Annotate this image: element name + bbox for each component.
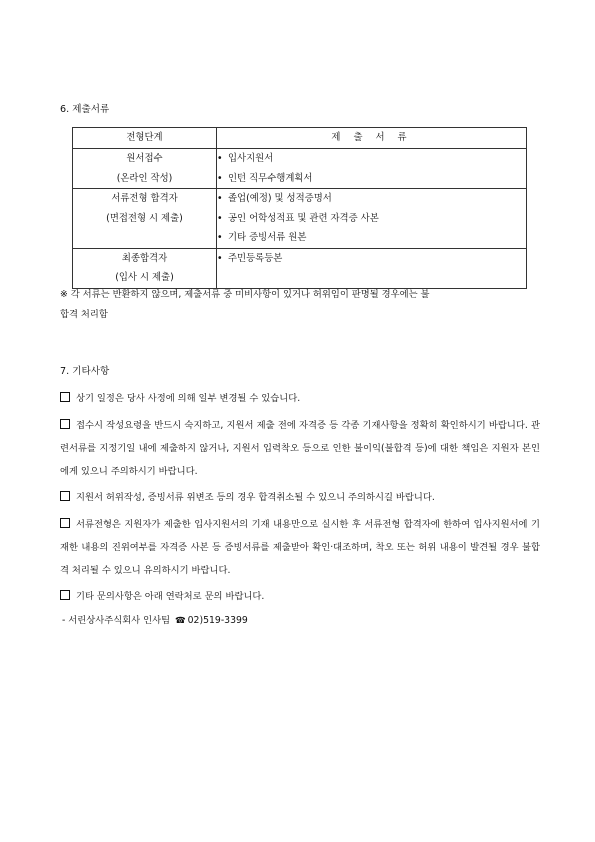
checkbox-square-icon [60, 419, 70, 429]
list-item: • 주민등록등본 [217, 249, 526, 269]
stage-line: 원서접수 [126, 153, 163, 164]
phone-icon: ☎ [175, 616, 186, 626]
notice-paragraph: 상기 일정은 당사 사정에 의해 일부 변경될 수 있습니다. [60, 387, 540, 410]
table-row [73, 189, 527, 249]
items-cell [217, 248, 527, 288]
bullet-icon: • [217, 232, 223, 243]
bullet-icon: • [217, 153, 223, 164]
notice-paragraph: 지원서 허위작성, 증빙서류 위변조 등의 경우 합격취소될 수 있으니 주의하시길 바랍니다. [60, 486, 540, 509]
stage-cell [73, 248, 217, 288]
items-cell [217, 189, 527, 249]
section-6-title: 6. 제출서류 [60, 104, 110, 115]
bullet-icon: • [217, 193, 223, 204]
stage-line: 서류전형 합격자 [111, 193, 178, 204]
documents-table [72, 127, 527, 289]
checkbox-square-icon [60, 590, 70, 600]
phone-number: 02)519-3399 [187, 615, 248, 626]
list-item: • 기타 증빙서류 원본 [217, 228, 526, 248]
notice-paragraph: 서류전형은 지원자가 제출한 입사지원서의 기재 내용만으로 실시한 후 서류전형 합격자에 한하여 입사지원서에 기재한 내용의 진위여부를 자격증 사본 등 증빙서류를 제출받아 확인·대조하며, 착오 또는 허위 내용이 발견될 경우 불합격 처리될 수 있으니 유의하시기 바랍니다. [60, 519, 540, 576]
note-line: ※ 각 서류는 반환하지 않으며, 제출서류 중 미비사항이 있거나 허위임이 판명될 경우에는 불 [60, 289, 430, 300]
note-line: 합격 처리함 [60, 309, 108, 320]
bullet-icon: • [217, 252, 223, 264]
submission-note [60, 285, 540, 325]
stage-cell [73, 189, 217, 249]
table-row [73, 248, 527, 288]
checkbox-square-icon [60, 392, 70, 402]
list-item: • 공인 어학성적표 및 관련 자격증 사본 [217, 209, 526, 229]
list-item: • 입사지원서 [217, 149, 526, 169]
items-cell [217, 149, 527, 189]
table-header-row [73, 128, 527, 149]
section-7-title: 7. 기타사항 [60, 366, 110, 377]
bullet-icon: • [217, 172, 223, 184]
header-stage: 전형단계 [73, 128, 217, 149]
table-row [73, 149, 527, 189]
stage-cell [73, 149, 217, 189]
header-documents: 제 출 서 류 [217, 128, 527, 149]
list-item: • 졸업(예정) 및 성적증명서 [217, 189, 526, 209]
stage-line: (면접전형 시 제출) [106, 212, 183, 224]
bullet-icon: • [217, 212, 223, 224]
notice-paragraph: 기타 문의사항은 아래 연락처로 문의 바랍니다. [60, 585, 540, 608]
list-item: • 인턴 직무수행계획서 [217, 169, 526, 189]
checkbox-square-icon [60, 491, 70, 501]
contact-prefix: - 서린상사주식회사 인사팀 [62, 615, 171, 626]
stage-line: (입사 시 제출) [115, 272, 174, 283]
stage-line: 최종합격자 [121, 252, 168, 264]
stage-line: (온라인 작성) [116, 172, 173, 184]
checkbox-square-icon [60, 518, 70, 528]
notice-paragraph: 접수시 작성요령을 반드시 숙지하고, 지원서 제출 전에 자격증 등 각종 기재사항을 정확히 확인하시기 바랍니다. 관련서류를 지정기일 내에 제출하지 않거나, 지원서 입력착오 등으로 인한 불이익(불합격 등)에 대한 책임은 지원자 본인에게 있으니 주의하시기 바랍니다. [60, 420, 540, 477]
contact-line [62, 612, 248, 626]
